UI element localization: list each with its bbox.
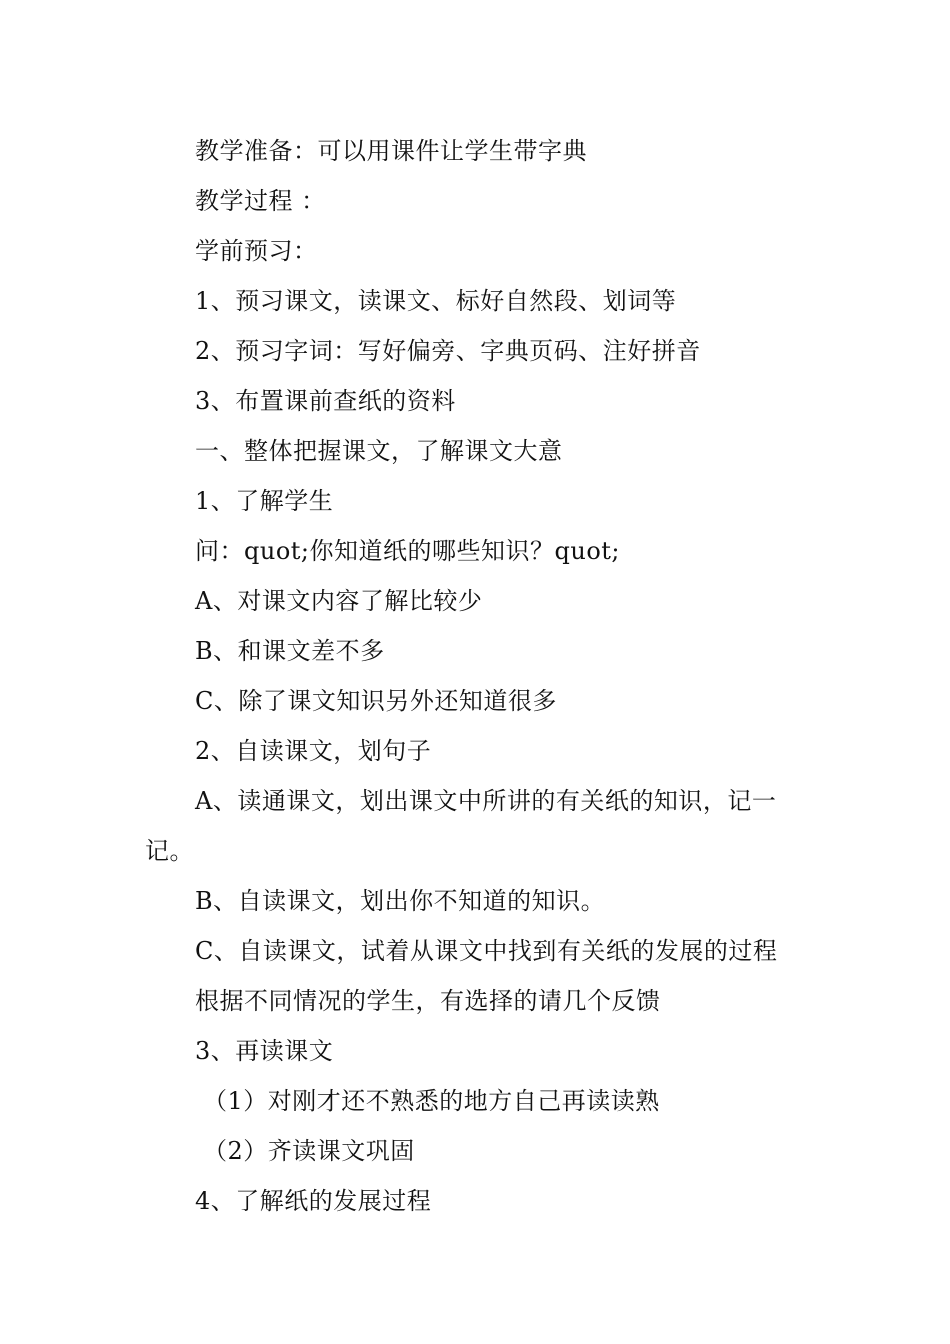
paragraph: 教学过程 ： (195, 187, 326, 215)
paragraph: （1）对刚才还不熟悉的地方自己再读读熟 (203, 1087, 660, 1115)
paragraph: C、自读课文，试着从课文中找到有关纸的发展的过程 (195, 937, 778, 965)
paragraph: B、自读课文，划出你不知道的知识。 (195, 887, 606, 915)
paragraph: （2）齐读课文巩固 (203, 1137, 415, 1165)
paragraph: 1、预习课文，读课文、标好自然段、划词等 (195, 287, 677, 315)
paragraph: A、读通课文，划出课文中所讲的有关纸的知识，记一记。 (145, 787, 777, 865)
paragraph: 3、布置课前查纸的资料 (195, 387, 456, 415)
paragraph: 3、再读课文 (195, 1037, 334, 1065)
paragraph: 教学准备：可以用课件让学生带字典 (195, 137, 587, 165)
paragraph: 学前预习： (195, 237, 318, 265)
paragraph: 2、自读课文，划句子 (195, 737, 432, 765)
paragraph: B、和课文差不多 (195, 637, 385, 665)
paragraph: 问：quot;你知道纸的哪些知识？quot; (195, 537, 620, 565)
document-body (145, 126, 810, 1226)
paragraph: C、除了课文知识另外还知道很多 (195, 687, 557, 715)
section-heading: 一、整体把握课文，了解课文大意 (195, 437, 563, 465)
paragraph: 2、预习字词：写好偏旁、字典页码、注好拼音 (195, 337, 701, 365)
paragraph: 根据不同情况的学生，有选择的请几个反馈 (195, 987, 661, 1015)
paragraph: 1、了解学生 (195, 487, 334, 515)
paragraph: A、对课文内容了解比较少 (195, 587, 483, 615)
paragraph: 4、了解纸的发展过程 (195, 1187, 432, 1215)
